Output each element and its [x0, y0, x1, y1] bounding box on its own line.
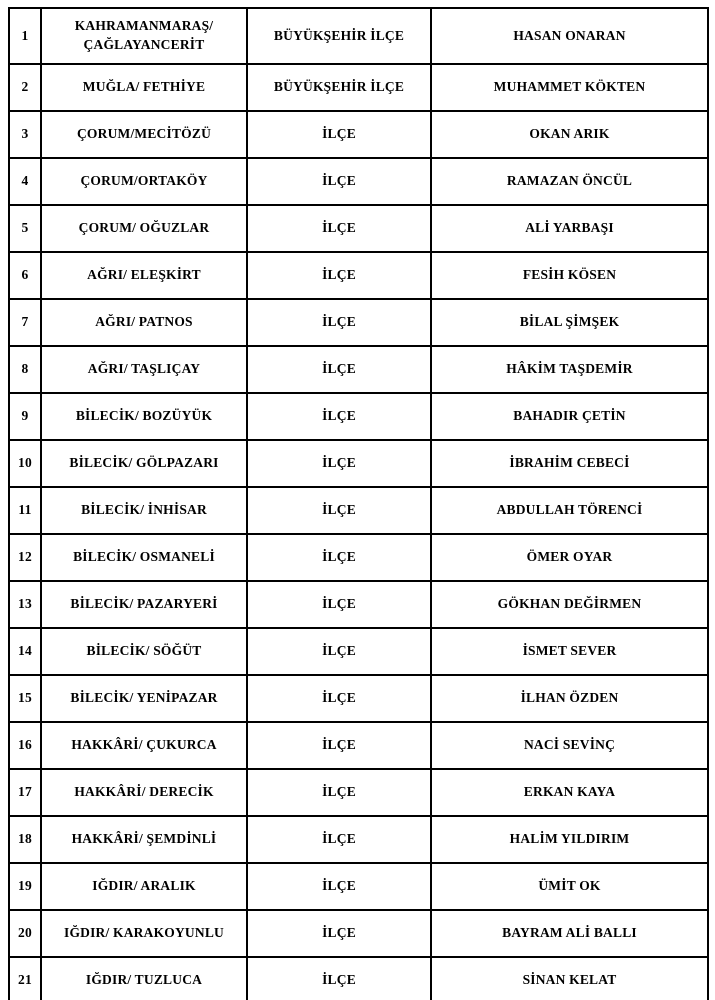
person-name-cell: ALİ YARBAŞI	[431, 205, 708, 252]
row-number-cell: 11	[9, 487, 41, 534]
table-row	[9, 534, 708, 581]
municipality-type-cell: İLÇE	[247, 346, 431, 393]
province-district-cell: IĞDIR/ ARALIK	[41, 863, 247, 910]
municipality-type-cell: İLÇE	[247, 769, 431, 816]
municipality-type-cell: İLÇE	[247, 534, 431, 581]
municipality-type-cell: İLÇE	[247, 158, 431, 205]
municipality-type-cell: İLÇE	[247, 252, 431, 299]
municipality-type-cell: İLÇE	[247, 440, 431, 487]
province-district-cell: BİLECİK/ İNHİSAR	[41, 487, 247, 534]
row-number-cell: 19	[9, 863, 41, 910]
table-row	[9, 816, 708, 863]
table-row	[9, 205, 708, 252]
row-number-cell: 13	[9, 581, 41, 628]
municipality-type-cell: İLÇE	[247, 910, 431, 957]
province-district-cell: ÇORUM/MECİTÖZÜ	[41, 111, 247, 158]
table-body	[9, 8, 708, 1000]
municipality-type-cell: BÜYÜKŞEHİR İLÇE	[247, 8, 431, 64]
table-row	[9, 393, 708, 440]
person-name-cell: HÂKİM TAŞDEMİR	[431, 346, 708, 393]
row-number-cell: 17	[9, 769, 41, 816]
table-row	[9, 440, 708, 487]
table-row	[9, 487, 708, 534]
municipality-type-cell: İLÇE	[247, 628, 431, 675]
table-row	[9, 957, 708, 1000]
table-row	[9, 158, 708, 205]
person-name-cell: BAYRAM ALİ BALLI	[431, 910, 708, 957]
person-name-cell: FESİH KÖSEN	[431, 252, 708, 299]
table-row	[9, 910, 708, 957]
table-row	[9, 769, 708, 816]
person-name-cell: İBRAHİM CEBECİ	[431, 440, 708, 487]
table-row	[9, 581, 708, 628]
province-district-cell: IĞDIR/ TUZLUCA	[41, 957, 247, 1000]
table-row	[9, 675, 708, 722]
person-name-cell: ÜMİT OK	[431, 863, 708, 910]
table-row	[9, 722, 708, 769]
province-district-cell: HAKKÂRİ/ ŞEMDİNLİ	[41, 816, 247, 863]
municipality-type-cell: İLÇE	[247, 581, 431, 628]
province-district-cell: IĞDIR/ KARAKOYUNLU	[41, 910, 247, 957]
row-number-cell: 8	[9, 346, 41, 393]
person-name-cell: NACİ SEVİNÇ	[431, 722, 708, 769]
person-name-cell: BAHADIR ÇETİN	[431, 393, 708, 440]
province-district-cell: BİLECİK/ BOZÜYÜK	[41, 393, 247, 440]
municipality-type-cell: İLÇE	[247, 675, 431, 722]
row-number-cell: 7	[9, 299, 41, 346]
person-name-cell: SİNAN KELAT	[431, 957, 708, 1000]
province-district-cell: AĞRI/ ELEŞKİRT	[41, 252, 247, 299]
province-district-cell: BİLECİK/ GÖLPAZARI	[41, 440, 247, 487]
province-district-cell: MUĞLA/ FETHİYE	[41, 64, 247, 111]
table-row	[9, 8, 708, 64]
table-row	[9, 628, 708, 675]
person-name-cell: ABDULLAH TÖRENCİ	[431, 487, 708, 534]
row-number-cell: 21	[9, 957, 41, 1000]
person-name-cell: İSMET SEVER	[431, 628, 708, 675]
municipality-type-cell: İLÇE	[247, 393, 431, 440]
row-number-cell: 20	[9, 910, 41, 957]
row-number-cell: 18	[9, 816, 41, 863]
municipality-type-cell: İLÇE	[247, 111, 431, 158]
person-name-cell: GÖKHAN DEĞİRMEN	[431, 581, 708, 628]
municipality-type-cell: İLÇE	[247, 722, 431, 769]
row-number-cell: 2	[9, 64, 41, 111]
person-name-cell: ERKAN KAYA	[431, 769, 708, 816]
person-name-cell: OKAN ARIK	[431, 111, 708, 158]
row-number-cell: 10	[9, 440, 41, 487]
person-name-cell: ÖMER OYAR	[431, 534, 708, 581]
row-number-cell: 1	[9, 8, 41, 64]
table-row	[9, 252, 708, 299]
province-district-cell: ÇORUM/ OĞUZLAR	[41, 205, 247, 252]
row-number-cell: 5	[9, 205, 41, 252]
province-district-cell: BİLECİK/ SÖĞÜT	[41, 628, 247, 675]
municipality-type-cell: BÜYÜKŞEHİR İLÇE	[247, 64, 431, 111]
district-list-table	[8, 7, 709, 1000]
person-name-cell: HALİM YILDIRIM	[431, 816, 708, 863]
table-row	[9, 64, 708, 111]
province-district-cell: ÇORUM/ORTAKÖY	[41, 158, 247, 205]
municipality-type-cell: İLÇE	[247, 205, 431, 252]
table-row	[9, 299, 708, 346]
row-number-cell: 14	[9, 628, 41, 675]
row-number-cell: 3	[9, 111, 41, 158]
province-district-cell: AĞRI/ TAŞLIÇAY	[41, 346, 247, 393]
row-number-cell: 9	[9, 393, 41, 440]
row-number-cell: 16	[9, 722, 41, 769]
row-number-cell: 12	[9, 534, 41, 581]
person-name-cell: HASAN ONARAN	[431, 8, 708, 64]
province-district-cell: BİLECİK/ PAZARYERİ	[41, 581, 247, 628]
province-district-cell: HAKKÂRİ/ DERECİK	[41, 769, 247, 816]
person-name-cell: MUHAMMET KÖKTEN	[431, 64, 708, 111]
province-district-cell: HAKKÂRİ/ ÇUKURCA	[41, 722, 247, 769]
table-row	[9, 863, 708, 910]
municipality-type-cell: İLÇE	[247, 863, 431, 910]
province-district-cell: BİLECİK/ OSMANELİ	[41, 534, 247, 581]
table-row	[9, 111, 708, 158]
table-row	[9, 346, 708, 393]
row-number-cell: 4	[9, 158, 41, 205]
municipality-type-cell: İLÇE	[247, 487, 431, 534]
province-district-cell: KAHRAMANMARAŞ/ ÇAĞLAYANCERİT	[41, 8, 247, 64]
municipality-type-cell: İLÇE	[247, 299, 431, 346]
person-name-cell: İLHAN ÖZDEN	[431, 675, 708, 722]
person-name-cell: BİLAL ŞİMŞEK	[431, 299, 708, 346]
municipality-type-cell: İLÇE	[247, 816, 431, 863]
row-number-cell: 15	[9, 675, 41, 722]
person-name-cell: RAMAZAN ÖNCÜL	[431, 158, 708, 205]
province-district-cell: AĞRI/ PATNOS	[41, 299, 247, 346]
municipality-type-cell: İLÇE	[247, 957, 431, 1000]
row-number-cell: 6	[9, 252, 41, 299]
province-district-cell: BİLECİK/ YENİPAZAR	[41, 675, 247, 722]
